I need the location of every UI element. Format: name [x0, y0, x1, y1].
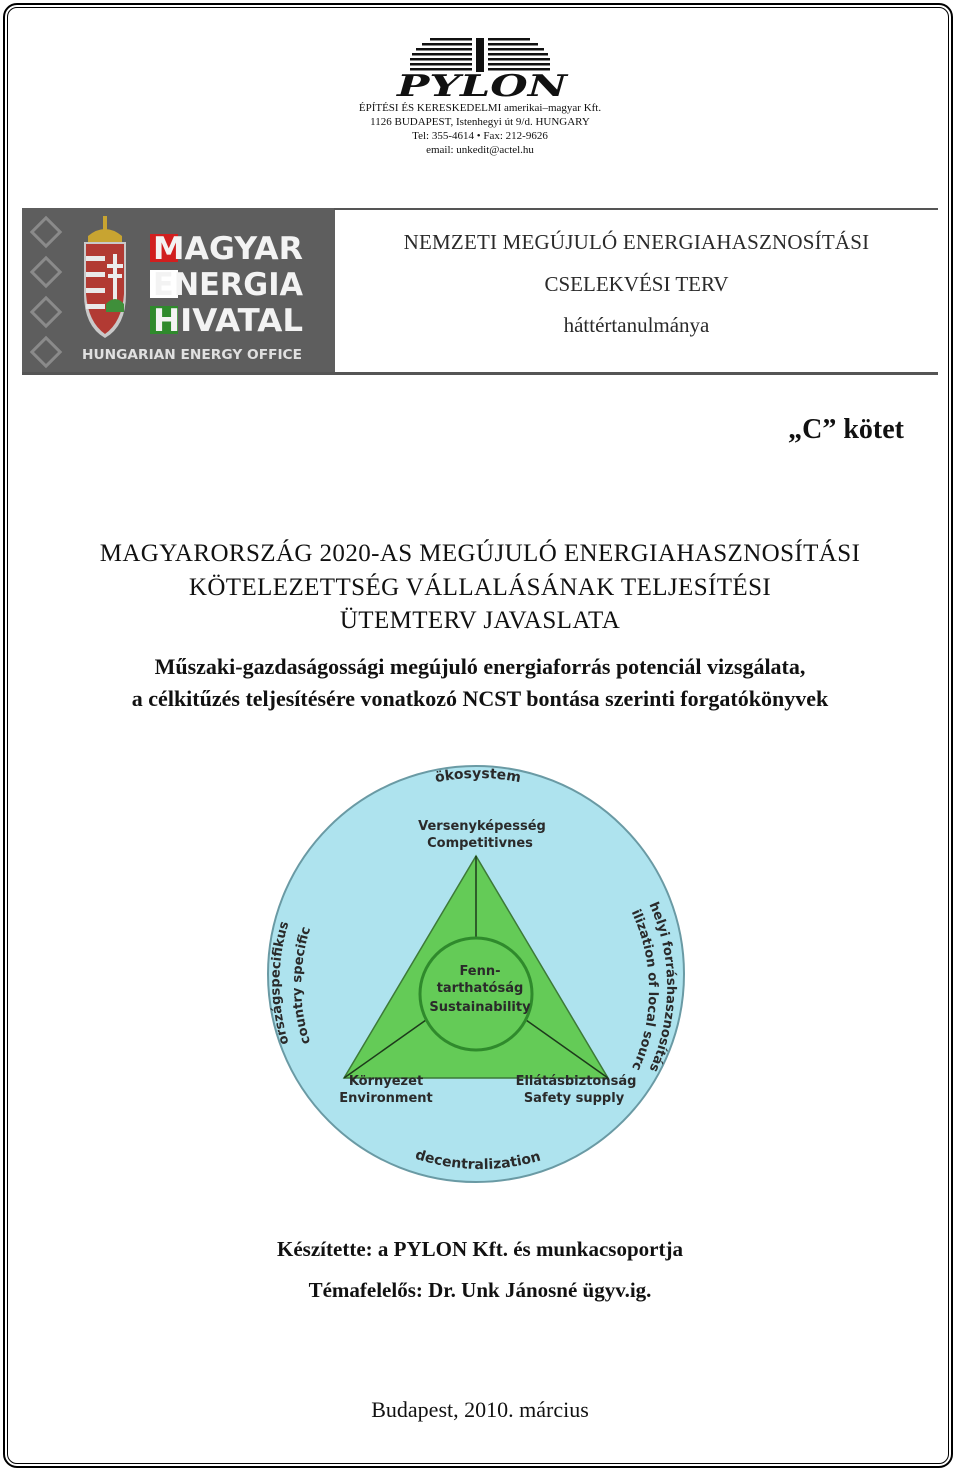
sustainability-diagram: [253, 747, 694, 1190]
center-label-3: Sustainability: [429, 1000, 531, 1015]
header-title-line3: háttértanulmánya: [563, 313, 710, 337]
vertex-right-label-2: Safety supply: [523, 1091, 625, 1106]
pylon-logo: [390, 36, 575, 100]
header-rule-bottom: [22, 372, 938, 375]
arc-label-right-1: helyi forráshasznosítás: [645, 899, 679, 1075]
arc-label-bottom: decentralization: [413, 1146, 543, 1174]
arc-label-left-2: country specific: [290, 925, 315, 1046]
pylon-wordmark: PYLON: [395, 69, 570, 100]
place-and-date: Budapest, 2010. március: [371, 1397, 589, 1422]
vertex-left-label-1: Környezet: [348, 1074, 424, 1089]
header-titles: [335, 208, 938, 372]
office-word-magyar: MAGYAR: [153, 231, 304, 267]
document-title-line2: KÖTELEZETTSÉG VÁLLALÁSÁNAK TELJESÍTÉSI: [188, 574, 772, 601]
company-address-line: 1126 BUDAPEST, Istenhegyi út 9/d. HUNGARY: [370, 116, 590, 128]
document-title-line1: MAGYARORSZÁG 2020-AS MEGÚJULÓ ENERGIAHASZNOSÍTÁSI: [99, 540, 861, 567]
center-label-2: tarthatóság: [436, 981, 524, 996]
arc-label-right-2: utilization of local sources: [253, 747, 661, 1073]
center-label-1: Fenn-: [459, 964, 501, 979]
header-title-line1: NEMZETI MEGÚJULÓ ENERGIAHASZNOSÍTÁSI: [403, 230, 870, 254]
document-subtitle-line2: a célkitűzés teljesítésére vonatkozó NCST bontása szerinti forgatókönyvek: [131, 686, 829, 711]
document-title-line3: ÜTEMTERV JAVASLATA: [339, 607, 621, 634]
vertex-right-label-1: Ellátásbiztonság: [515, 1074, 637, 1089]
company-name: ÉPÍTÉSI ÉS KERESKEDELMI amerikai–magyar Kft.: [358, 102, 602, 114]
office-word-energia: ENERGIA: [153, 267, 304, 303]
volume-label: „C” kötet: [788, 414, 904, 445]
arc-label-left-1: országspecifikus: [268, 919, 293, 1047]
office-english-name: HUNGARIAN ENERGY OFFICE: [82, 348, 302, 363]
vertex-left-label-2: Environment: [339, 1091, 433, 1106]
responsible-person: Témafelelős: Dr. Unk Jánosné ügyv.ig.: [308, 1278, 652, 1302]
prepared-by: Készítette: a PYLON Kft. és munkacsoportja: [277, 1237, 683, 1261]
energy-office-header: [22, 208, 938, 374]
office-word-hivatal: HIVATAL: [153, 303, 303, 339]
company-email: email: unkedit@actel.hu: [426, 144, 534, 156]
document-subtitle-line1: Műszaki-gazdaságossági megújuló energiaforrás potenciál vizsgálata,: [154, 654, 806, 679]
header-title-line2: CSELEKVÉSI TERV: [544, 272, 729, 296]
company-address: [300, 101, 660, 157]
vertex-top-label-2: Competitivnes: [427, 836, 533, 851]
vertex-top-label-1: Versenyképesség: [418, 819, 546, 834]
arc-label-top: ökosystem: [433, 765, 523, 787]
company-phone: Tel: 355-4614 • Fax: 212-9626: [412, 130, 548, 142]
energy-office-logo: [22, 208, 335, 374]
coat-of-arms-icon: [84, 216, 126, 338]
